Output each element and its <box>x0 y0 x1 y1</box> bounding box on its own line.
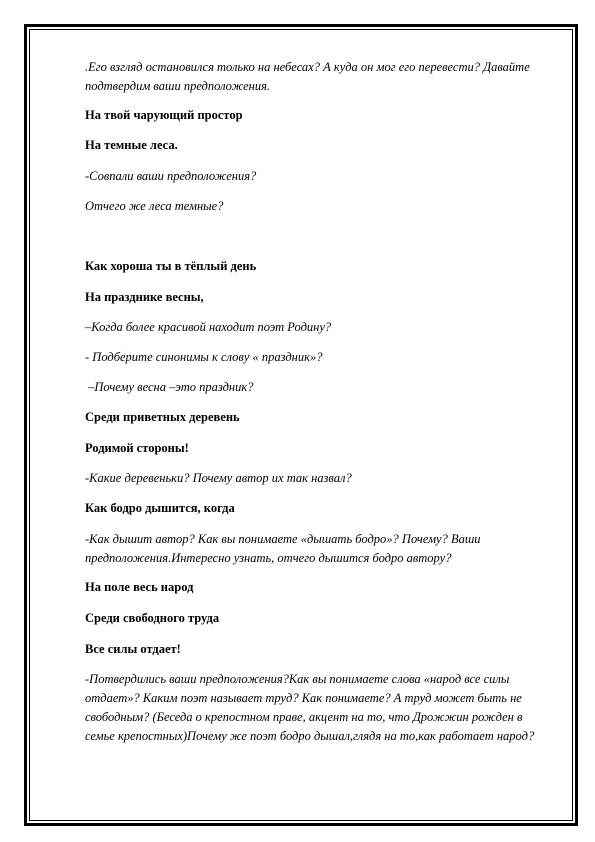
poem-line-2: На темные леса. <box>85 138 178 152</box>
question-line-5: –Почему весна –это праздник? <box>85 380 254 394</box>
poem-line-3: Как хороша ты в тёплый день <box>85 259 257 273</box>
poem-line-1: На твой чарующий простор <box>85 108 243 122</box>
text-paragraph-intro: .Его взгляд остановился только на небесах? А куда он мог его перевести? Давайте подтвердим ваши предположения. <box>85 60 530 93</box>
poem-line-5: Среди приветных деревень <box>85 410 240 424</box>
poem-line-6: Родимой стороны! <box>85 441 189 455</box>
poem-line-8: На поле весь народ <box>85 580 194 594</box>
question-line-4: - Подберите синонимы к слову « праздник»? <box>85 350 323 364</box>
question-line-2: Отчего же леса темные? <box>85 199 224 213</box>
poem-line-4: На празднике весны, <box>85 290 204 304</box>
poem-line-7: Как бодро дышится, когда <box>85 501 235 515</box>
question-line-1: -Совпали ваши предположения? <box>85 169 257 183</box>
question-line-3: –Когда более красивой находит поэт Родину? <box>85 320 332 334</box>
poem-line-10: Все силы отдает! <box>85 642 181 656</box>
question-paragraph-breathing: -Как дышит автор? Как вы понимаете «дышать бодро»? Почему? Ваши предположения.Интересно узнать, отчего дышится бодро автору? <box>85 532 481 565</box>
question-line-6: -Какие деревеньки? Почему автор их так назвал? <box>85 471 352 485</box>
question-paragraph-labor: -Потвердились ваши предположения?Как вы понимаете слова «народ все силы отдает»? Каким поэт называет труд? Как понимаете? А труд может быть не свободным? (Беседа о крепостном праве, акцент на то, что Дрожжин рожден в семье крепостных)Почему же поэт бодро дышал,глядя на то,как работает народ? <box>85 672 535 743</box>
poem-line-9: Среди свободного труда <box>85 611 220 625</box>
